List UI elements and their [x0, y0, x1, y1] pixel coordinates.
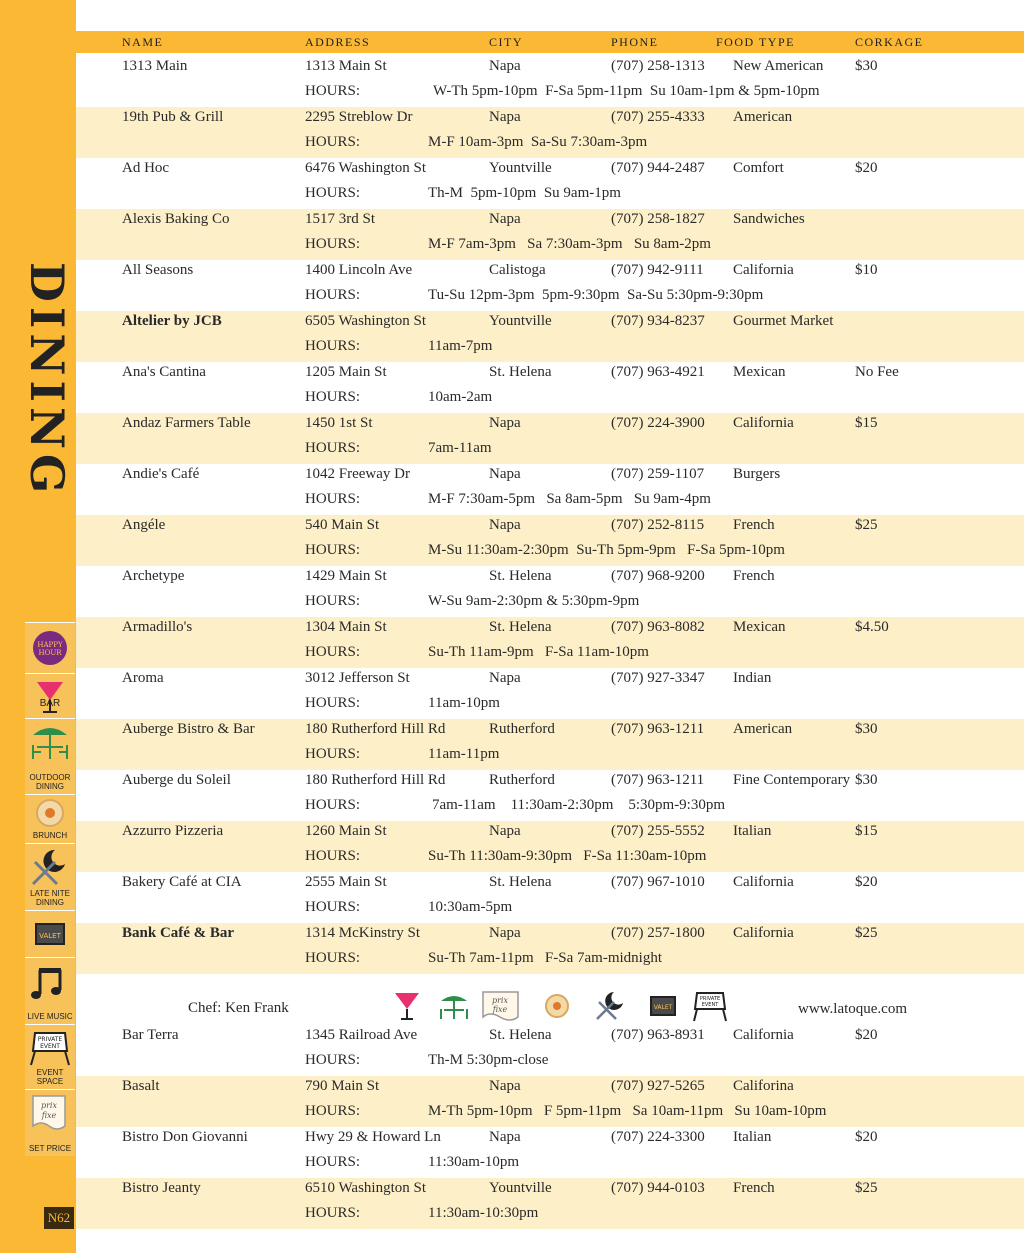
table-row — [76, 56, 1024, 107]
restaurant-food-type: Comfort — [733, 160, 784, 176]
table-row — [76, 1127, 1024, 1178]
legend-event-space — [25, 1024, 75, 1089]
legend-late-nite — [25, 843, 75, 910]
restaurant-corkage: $20 — [855, 874, 878, 890]
svg-text:PRIVATE: PRIVATE — [699, 996, 721, 1002]
restaurant-food-type: New American — [733, 58, 824, 74]
restaurant-city: Yountville — [489, 160, 552, 176]
restaurant-corkage: $15 — [855, 415, 878, 431]
valet-icon — [646, 989, 680, 1023]
restaurant-phone: (707) 944-0103 — [611, 1180, 705, 1196]
table-row — [76, 107, 1024, 158]
restaurant-city: Napa — [489, 415, 521, 431]
restaurant-phone: (707) 934-8237 — [611, 313, 705, 329]
restaurant-city: Napa — [489, 823, 521, 839]
table-row — [76, 923, 1024, 974]
restaurant-address: 2555 Main St — [305, 874, 387, 890]
restaurant-city: Napa — [489, 211, 521, 227]
hours-label: HOURS: — [305, 695, 361, 711]
restaurant-city: Napa — [489, 1078, 521, 1094]
restaurant-corkage: $25 — [855, 925, 878, 941]
restaurant-corkage: $20 — [855, 1027, 878, 1043]
restaurant-city: St. Helena — [489, 874, 552, 890]
table-row — [76, 617, 1024, 668]
restaurant-name: Auberge Bistro & Bar — [122, 721, 255, 737]
restaurant-city: Napa — [489, 109, 521, 125]
restaurant-address: 6505 Washington St — [305, 313, 427, 329]
bank-cafe-details — [76, 987, 1024, 1025]
hours-value: M-F 7:30am-5pm Sa 8am-5pm Su 9am-4pm — [428, 491, 711, 507]
restaurant-phone: (707) 942-9111 — [611, 262, 704, 278]
restaurant-corkage: $20 — [855, 160, 878, 176]
hours-value: 11:30am-10:30pm — [428, 1205, 539, 1221]
svg-text:HOUR: HOUR — [38, 649, 62, 657]
column-header-name: NAME — [122, 35, 164, 49]
restaurant-phone: (707) 963-8082 — [611, 619, 705, 635]
restaurant-phone: (707) 224-3900 — [611, 415, 705, 431]
svg-text:EVENT: EVENT — [701, 1002, 719, 1008]
restaurant-name: Armadillo's — [122, 619, 193, 635]
hours-value: Su-Th 11:30am-9:30pm F-Sa 11:30am-10pm — [428, 848, 707, 864]
restaurant-food-type: French — [733, 1180, 775, 1196]
table-row — [76, 668, 1024, 719]
restaurant-phone: (707) 963-1211 — [611, 772, 705, 788]
restaurant-phone: (707) 967-1010 — [611, 874, 705, 890]
table-row — [76, 260, 1024, 311]
restaurant-food-type: Burgers — [733, 466, 781, 482]
restaurant-city: Rutherford — [489, 721, 555, 737]
live-music-icon — [25, 958, 75, 1004]
table-row — [76, 515, 1024, 566]
restaurant-food-type: California — [733, 1027, 794, 1043]
bar-icon — [25, 674, 75, 718]
hours-value: Th-M 5pm-10pm Su 9am-1pm — [428, 185, 621, 201]
brunch-icon — [25, 795, 75, 831]
restaurant-food-type: American — [733, 109, 793, 125]
hours-value: Su-Th 7am-11pm F-Sa 7am-midnight — [428, 950, 663, 966]
restaurant-name: Archetype — [122, 568, 185, 584]
legend-label: LATE NITE DINING — [30, 889, 70, 907]
hours-label: HOURS: — [305, 83, 361, 99]
restaurant-corkage: $15 — [855, 823, 878, 839]
outdoor-dining-icon — [25, 719, 75, 769]
restaurant-corkage: $30 — [855, 772, 878, 788]
restaurant-phone: (707) 259-1107 — [611, 466, 705, 482]
svg-text:fixe: fixe — [41, 1111, 57, 1120]
legend-label: EVENT SPACE — [36, 1068, 64, 1086]
restaurant-phone: (707) 252-8115 — [611, 517, 705, 533]
restaurant-city: Napa — [489, 670, 521, 686]
restaurant-food-type: Califorina — [733, 1078, 794, 1094]
svg-text:prix: prix — [491, 996, 509, 1005]
restaurant-food-type: California — [733, 415, 794, 431]
legend-label: BRUNCH — [32, 831, 68, 840]
page-number: N62 — [44, 1207, 74, 1229]
restaurant-city: St. Helena — [489, 568, 552, 584]
restaurant-corkage: $4.50 — [855, 619, 889, 635]
svg-text:VALET: VALET — [653, 1004, 673, 1011]
restaurant-address: 1400 Lincoln Ave — [305, 262, 413, 278]
restaurant-address: 3012 Jefferson St — [305, 670, 410, 686]
legend-happy-hour — [25, 622, 75, 673]
bar-icon — [390, 989, 424, 1023]
hours-value: Su-Th 11am-9pm F-Sa 11am-10pm — [428, 644, 649, 660]
restaurant-address: 180 Rutherford Hill Rd — [305, 772, 446, 788]
restaurant-name: Bank Café & Bar — [122, 925, 235, 941]
table-row — [76, 821, 1024, 872]
restaurant-phone: (707) 963-8931 — [611, 1027, 705, 1043]
restaurant-food-type: California — [733, 925, 794, 941]
hours-value: Tu-Su 12pm-3pm 5pm-9:30pm Sa-Su 5:30pm-9:30pm — [428, 287, 764, 303]
restaurant-food-type: French — [733, 517, 775, 533]
column-header-phone: PHONE — [611, 35, 659, 49]
restaurant-phone: (707) 257-1800 — [611, 925, 705, 941]
restaurant-name: 1313 Main — [122, 58, 188, 74]
restaurant-name: Azzurro Pizzeria — [122, 823, 224, 839]
hours-value: M-F 10am-3pm Sa-Su 7:30am-3pm — [428, 134, 648, 150]
restaurant-corkage: No Fee — [855, 364, 899, 380]
column-header-city: CITY — [489, 35, 523, 49]
svg-text:fixe: fixe — [492, 1005, 508, 1014]
table-row — [76, 362, 1024, 413]
table-row — [76, 719, 1024, 770]
restaurant-name: Basalt — [122, 1078, 160, 1094]
website-link[interactable]: www.latoque.com — [798, 1001, 907, 1017]
legend-live-music — [25, 957, 75, 1024]
hours-value: 11am-11pm — [428, 746, 500, 762]
table-row — [76, 1076, 1024, 1127]
legend-label: BAR — [39, 698, 61, 709]
restaurant-city: St. Helena — [489, 1027, 552, 1043]
hours-label: HOURS: — [305, 1103, 361, 1119]
restaurant-name: Bar Terra — [122, 1027, 179, 1043]
restaurant-city: St. Helena — [489, 364, 552, 380]
valet-icon — [25, 911, 75, 957]
restaurant-name: Alexis Baking Co — [122, 211, 230, 227]
restaurant-corkage: $25 — [855, 517, 878, 533]
restaurant-address: 1304 Main St — [305, 619, 387, 635]
event-space-icon — [691, 989, 729, 1025]
restaurant-food-type: Indian — [733, 670, 772, 686]
hours-label: HOURS: — [305, 848, 361, 864]
restaurant-name: Ana's Cantina — [122, 364, 206, 380]
restaurant-address: 6510 Washington St — [305, 1180, 427, 1196]
hours-value: W-Th 5pm-10pm F-Sa 5pm-11pm Su 10am-1pm & 5pm-10pm — [433, 83, 820, 99]
hours-label: HOURS: — [305, 491, 361, 507]
restaurant-food-type: California — [733, 874, 794, 890]
hours-label: HOURS: — [305, 134, 361, 150]
table-row — [76, 770, 1024, 821]
hours-label: HOURS: — [305, 644, 361, 660]
restaurant-name: All Seasons — [122, 262, 194, 278]
hours-value: 7am-11am — [428, 440, 492, 456]
table-row — [76, 311, 1024, 362]
restaurant-address: 2295 Streblow Dr — [305, 109, 413, 125]
restaurant-phone: (707) 968-9200 — [611, 568, 705, 584]
restaurant-corkage: $20 — [855, 1129, 878, 1145]
restaurant-food-type: Sandwiches — [733, 211, 805, 227]
restaurant-phone: (707) 927-5265 — [611, 1078, 705, 1094]
svg-text:VALET: VALET — [39, 932, 61, 940]
restaurant-phone: (707) 255-4333 — [611, 109, 705, 125]
hours-label: HOURS: — [305, 389, 361, 405]
restaurant-name: Bistro Jeanty — [122, 1180, 201, 1196]
legend-label: SET PRICE — [28, 1144, 72, 1153]
restaurant-address: 1314 McKinstry St — [305, 925, 421, 941]
hours-label: HOURS: — [305, 542, 361, 558]
restaurant-address: Hwy 29 & Howard Ln — [305, 1129, 441, 1145]
late-nite-dining-icon — [594, 989, 628, 1023]
restaurant-name: Bakery Café at CIA — [122, 874, 242, 890]
restaurant-name: Angéle — [122, 517, 166, 533]
hours-value: 11am-7pm — [428, 338, 493, 354]
happy-hour-icon — [25, 623, 75, 673]
outdoor-dining-icon — [437, 989, 471, 1023]
restaurant-phone: (707) 927-3347 — [611, 670, 705, 686]
restaurant-city: Rutherford — [489, 772, 555, 788]
hours-value: 11am-10pm — [428, 695, 500, 711]
hours-value: 10:30am-5pm — [428, 899, 513, 915]
restaurant-food-type: French — [733, 568, 775, 584]
svg-text:prix: prix — [40, 1101, 58, 1110]
restaurant-food-type: Mexican — [733, 364, 786, 380]
restaurant-name: Altelier by JCB — [122, 313, 222, 329]
restaurant-city: St. Helena — [489, 619, 552, 635]
table-row — [76, 413, 1024, 464]
chef-name: Chef: Ken Frank — [188, 1000, 289, 1016]
restaurant-phone: (707) 258-1313 — [611, 58, 705, 74]
section-title: DINING — [20, 262, 74, 499]
svg-text:HAPPY: HAPPY — [37, 641, 63, 649]
column-header-address: ADDRESS — [305, 35, 371, 49]
restaurant-phone: (707) 224-3300 — [611, 1129, 705, 1145]
legend-set-price — [25, 1089, 75, 1156]
restaurant-name: Andie's Café — [122, 466, 200, 482]
restaurant-city: Yountville — [489, 1180, 552, 1196]
restaurant-city: Napa — [489, 517, 521, 533]
hours-label: HOURS: — [305, 185, 361, 201]
hours-label: HOURS: — [305, 236, 361, 252]
column-header-corkage: CORKAGE — [855, 35, 924, 49]
restaurant-phone: (707) 944-2487 — [611, 160, 705, 176]
restaurant-address: 1345 Railroad Ave — [305, 1027, 418, 1043]
restaurant-phone: (707) 258-1827 — [611, 211, 705, 227]
hours-value: 11:30am-10pm — [428, 1154, 520, 1170]
restaurant-address: 1205 Main St — [305, 364, 387, 380]
hours-label: HOURS: — [305, 950, 361, 966]
hours-value: 7am-11am 11:30am-2:30pm 5:30pm-9:30pm — [432, 797, 726, 813]
legend-outdoor-dining — [25, 718, 75, 794]
restaurant-name: Aroma — [122, 670, 164, 686]
hours-label: HOURS: — [305, 797, 361, 813]
late-nite-dining-icon — [25, 844, 75, 890]
restaurant-name: Bistro Don Giovanni — [122, 1129, 248, 1145]
table-row — [76, 872, 1024, 923]
legend-label: OUTDOOR DINING — [29, 773, 71, 791]
restaurant-address: 1450 1st St — [305, 415, 373, 431]
hours-label: HOURS: — [305, 1154, 361, 1170]
restaurant-corkage: $25 — [855, 1180, 878, 1196]
restaurant-address: 1260 Main St — [305, 823, 387, 839]
table-row — [76, 1178, 1024, 1229]
restaurant-food-type: California — [733, 262, 794, 278]
hours-value: M-F 7am-3pm Sa 7:30am-3pm Su 8am-2pm — [428, 236, 711, 252]
restaurant-city: Napa — [489, 1129, 521, 1145]
restaurant-corkage: $10 — [855, 262, 878, 278]
restaurant-city: Napa — [489, 58, 521, 74]
table-row — [76, 464, 1024, 515]
table-row — [76, 158, 1024, 209]
restaurant-address: 1429 Main St — [305, 568, 387, 584]
hours-value: 10am-2am — [428, 389, 493, 405]
restaurant-address: 540 Main St — [305, 517, 380, 533]
restaurant-city: Napa — [489, 466, 521, 482]
restaurant-food-type: Fine Contemporary — [733, 772, 851, 788]
hours-label: HOURS: — [305, 746, 361, 762]
hours-label: HOURS: — [305, 440, 361, 456]
restaurant-name: Ad Hoc — [122, 160, 170, 176]
restaurant-city: Napa — [489, 925, 521, 941]
restaurant-food-type: Mexican — [733, 619, 786, 635]
hours-label: HOURS: — [305, 1205, 361, 1221]
legend-valet — [25, 910, 75, 957]
restaurant-phone: (707) 963-4921 — [611, 364, 705, 380]
hours-value: M-Su 11:30am-2:30pm Su-Th 5pm-9pm F-Sa 5pm-10pm — [428, 542, 785, 558]
svg-text:EVENT: EVENT — [40, 1043, 60, 1050]
hours-value: Th-M 5:30pm-close — [428, 1052, 549, 1068]
hours-label: HOURS: — [305, 338, 361, 354]
table-row — [76, 1025, 1024, 1076]
column-header-food-type: FOOD TYPE — [716, 35, 795, 49]
restaurant-phone: (707) 963-1211 — [611, 721, 705, 737]
set-price-icon — [478, 989, 524, 1025]
hours-value: W-Su 9am-2:30pm & 5:30pm-9pm — [428, 593, 640, 609]
restaurant-address: 6476 Washington St — [305, 160, 427, 176]
table-row — [76, 566, 1024, 617]
restaurant-city: Yountville — [489, 313, 552, 329]
restaurant-address: 1313 Main St — [305, 58, 387, 74]
restaurant-phone: (707) 255-5552 — [611, 823, 705, 839]
brunch-icon — [542, 989, 572, 1023]
restaurant-city: Calistoga — [489, 262, 546, 278]
restaurant-corkage: $30 — [855, 721, 878, 737]
hours-label: HOURS: — [305, 287, 361, 303]
hours-label: HOURS: — [305, 899, 361, 915]
legend-bar — [25, 673, 75, 718]
restaurant-food-type: Gourmet Market — [733, 313, 834, 329]
restaurant-name: Auberge du Soleil — [122, 772, 231, 788]
set-price-icon — [25, 1090, 75, 1136]
restaurant-food-type: Italian — [733, 1129, 772, 1145]
hours-label: HOURS: — [305, 593, 361, 609]
table-row — [76, 209, 1024, 260]
legend-brunch — [25, 794, 75, 843]
restaurant-address: 1517 3rd St — [305, 211, 376, 227]
restaurant-food-type: American — [733, 721, 793, 737]
svg-text:PRIVATE: PRIVATE — [37, 1036, 63, 1043]
restaurant-address: 790 Main St — [305, 1078, 380, 1094]
hours-value: M-Th 5pm-10pm F 5pm-11pm Sa 10am-11pm Su 10am-10pm — [428, 1103, 827, 1119]
restaurant-name: Andaz Farmers Table — [122, 415, 251, 431]
restaurant-address: 1042 Freeway Dr — [305, 466, 410, 482]
table-header — [76, 31, 1024, 53]
restaurant-address: 180 Rutherford Hill Rd — [305, 721, 446, 737]
restaurant-corkage: $30 — [855, 58, 878, 74]
event-space-icon — [25, 1025, 75, 1069]
legend-label: LIVE MUSIC — [27, 1012, 73, 1021]
hours-label: HOURS: — [305, 1052, 361, 1068]
restaurant-name: 19th Pub & Grill — [122, 109, 224, 125]
restaurant-food-type: Italian — [733, 823, 772, 839]
